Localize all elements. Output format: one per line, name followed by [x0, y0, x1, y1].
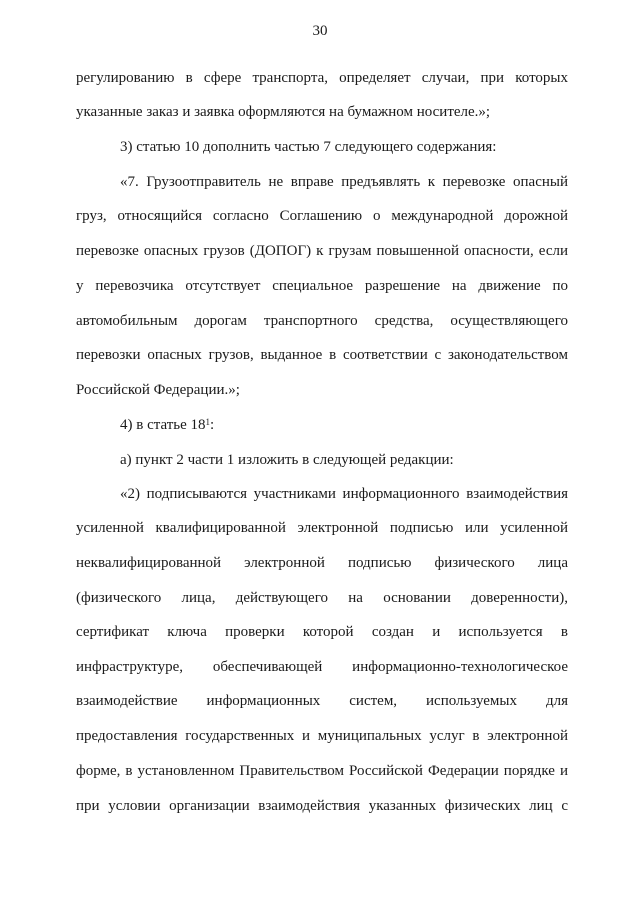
text-line: инфраструктуре, обеспечивающей информационно-технологическое [76, 659, 568, 675]
text-line: (физического лица, действующего на основании доверенности), [76, 590, 568, 606]
text-line: неквалифицированной электронной подписью физического лица [76, 555, 568, 571]
text-line: предоставления государственных и муниципальных услуг в электронной [76, 728, 568, 744]
text-line: перевозки опасных грузов, выданное в соответствии с законодательством [76, 347, 568, 363]
text-line: «2) подписываются участниками информационного взаимодействия [120, 486, 568, 502]
text-line: при условии организации взаимодействия указанных физических лиц с [76, 798, 568, 814]
text-line: «7. Грузоотправитель не вправе предъявлять к перевозке опасный [120, 174, 568, 190]
text-line: взаимодействие информационных систем, используемых для [76, 693, 568, 709]
text-line: регулированию в сфере транспорта, определяет случаи, при которых [76, 70, 568, 86]
text-line: 3) статью 10 дополнить частью 7 следующего содержания: [120, 139, 497, 155]
text-line: форме, в установленном Правительством Российской Федерации порядке и [76, 763, 568, 779]
text-line: груз, относящийся согласно Соглашению о международной дорожной [76, 208, 568, 224]
text-line: перевозке опасных грузов (ДОПОГ) к грузам повышенной опасности, если [76, 243, 568, 259]
text-line: Российской Федерации.»; [76, 382, 240, 398]
text-line: сертификат ключа проверки которой создан и используется в [76, 624, 568, 640]
page-number: 30 [312, 23, 328, 39]
text-line: усиленной квалифицированной электронной подписью или усиленной [76, 520, 568, 536]
text-line: 4) в статье $18^1$: [120, 417, 215, 433]
text-line: указанные заказ и заявка оформляются на бумажном носителе.»; [76, 104, 491, 120]
text-line: автомобильным дорогам транспортного средства, осуществляющего [76, 313, 568, 329]
superscript: 1 [205, 417, 211, 427]
text-line: у перевозчика отсутствует специальное разрешение на движение по [76, 278, 568, 294]
text-line: а) пункт 2 части 1 изложить в следующей редакции: [120, 452, 454, 468]
